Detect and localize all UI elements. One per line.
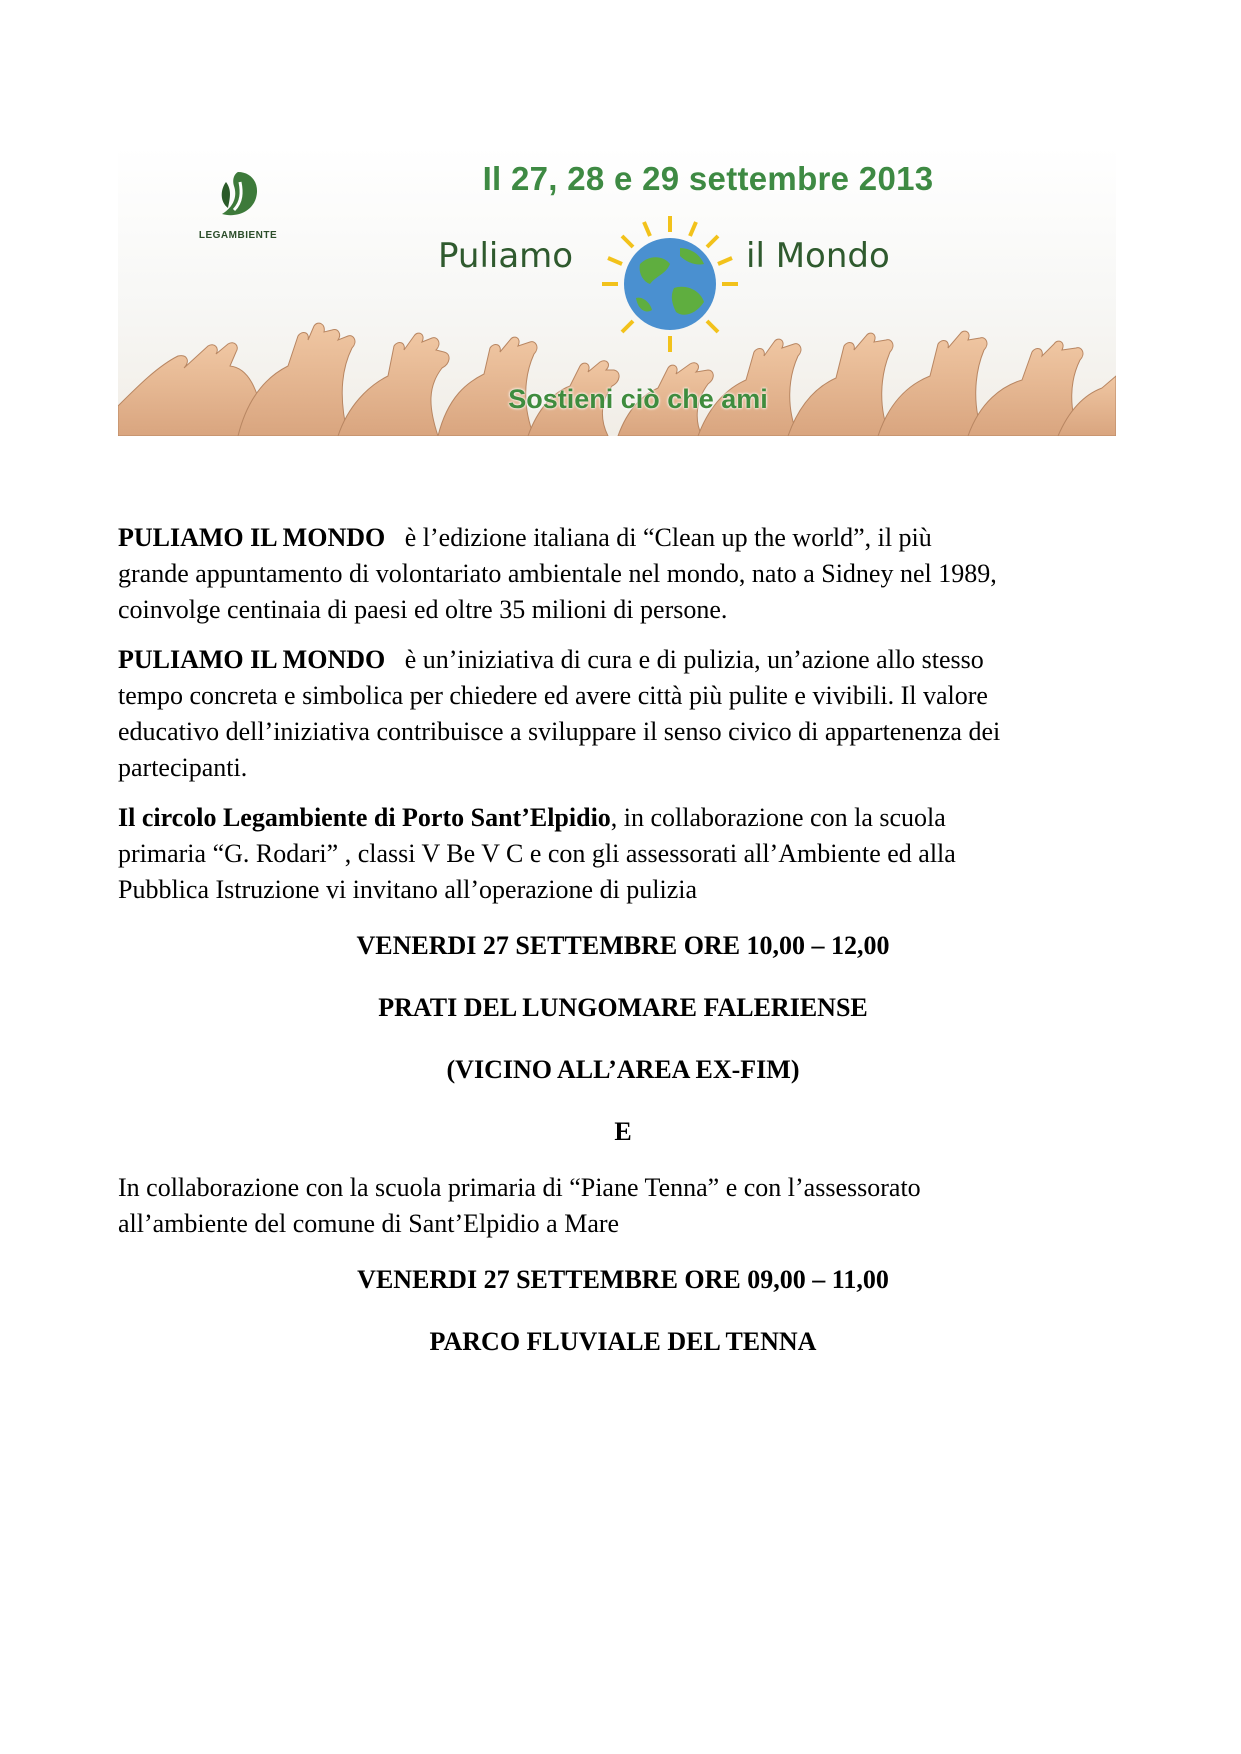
paragraph-second-collaboration bbox=[118, 1170, 1128, 1242]
event-1-time: VENERDI 27 SETTEMBRE ORE 10,00 – 12,00 bbox=[356, 931, 890, 960]
intro-text-1: è l’edizione italiana di “Clean up the world”, il più bbox=[385, 523, 932, 552]
initiative-heading: PULIAMO IL MONDO bbox=[118, 645, 386, 674]
paragraph-intro bbox=[118, 520, 1128, 628]
event-2-location: PARCO FLUVIALE DEL TENNA bbox=[429, 1327, 817, 1356]
paragraph-initiative bbox=[118, 642, 1128, 786]
banner-title-left: Puliamo bbox=[438, 236, 574, 276]
initiative-text-4: partecipanti. bbox=[118, 753, 248, 782]
legambiente-leaf-icon bbox=[212, 168, 264, 224]
intro-text-2: grande appuntamento di volontariato ambientale nel mondo, nato a Sidney nel 1989, bbox=[118, 559, 997, 588]
intro-heading: PULIAMO IL MONDO bbox=[118, 523, 386, 552]
initiative-text-3: educativo dell’iniziativa contribuisce a sviluppare il senso civico di appartenenza dei bbox=[118, 717, 1001, 746]
paragraph-organizers bbox=[118, 800, 1128, 908]
intro-text-3: coinvolge centinaia di paesi ed oltre 35 milioni di persone. bbox=[118, 595, 728, 624]
second-collab-text-1: In collaborazione con la scuola primaria di “Piane Tenna” e con l’assessorato bbox=[118, 1173, 921, 1202]
organizers-text-2: primaria “G. Rodari” , classi V Be V C e con gli assessorati all’Ambiente ed alla bbox=[118, 839, 956, 868]
legambiente-logo bbox=[188, 168, 288, 241]
raised-hands-image bbox=[118, 296, 1116, 436]
event-1-location-note: (VICINO ALL’AREA EX-FIM) bbox=[446, 1055, 800, 1084]
conjunction: E bbox=[614, 1117, 632, 1146]
initiative-text-2: tempo concreta e simbolica per chiedere ed avere città più pulite e vivibili. Il valore bbox=[118, 681, 988, 710]
banner-dates: Il 27, 28 e 29 settembre 2013 bbox=[482, 160, 934, 197]
document-body bbox=[118, 520, 1128, 1360]
event-banner bbox=[118, 146, 1116, 436]
banner-title-right: il Mondo bbox=[746, 236, 890, 276]
organizer-name: Il circolo Legambiente di Porto Sant’Elpidio bbox=[118, 803, 611, 832]
banner-slogan: Sostieni ciò che ami bbox=[508, 384, 768, 414]
organizers-text-3: Pubblica Istruzione vi invitano all’operazione di pulizia bbox=[118, 875, 698, 904]
initiative-text-1: è un’iniziativa di cura e di pulizia, un’azione allo stesso bbox=[385, 645, 984, 674]
organizers-text-1: , in collaborazione con la scuola bbox=[610, 803, 946, 832]
event-2-time: VENERDI 27 SETTEMBRE ORE 09,00 – 11,00 bbox=[357, 1265, 889, 1294]
logo-label: LEGAMBIENTE bbox=[198, 230, 278, 241]
second-collab-text-2: all’ambiente del comune di Sant’Elpidio a Mare bbox=[118, 1209, 620, 1238]
event-1-location: PRATI DEL LUNGOMARE FALERIENSE bbox=[378, 993, 868, 1022]
